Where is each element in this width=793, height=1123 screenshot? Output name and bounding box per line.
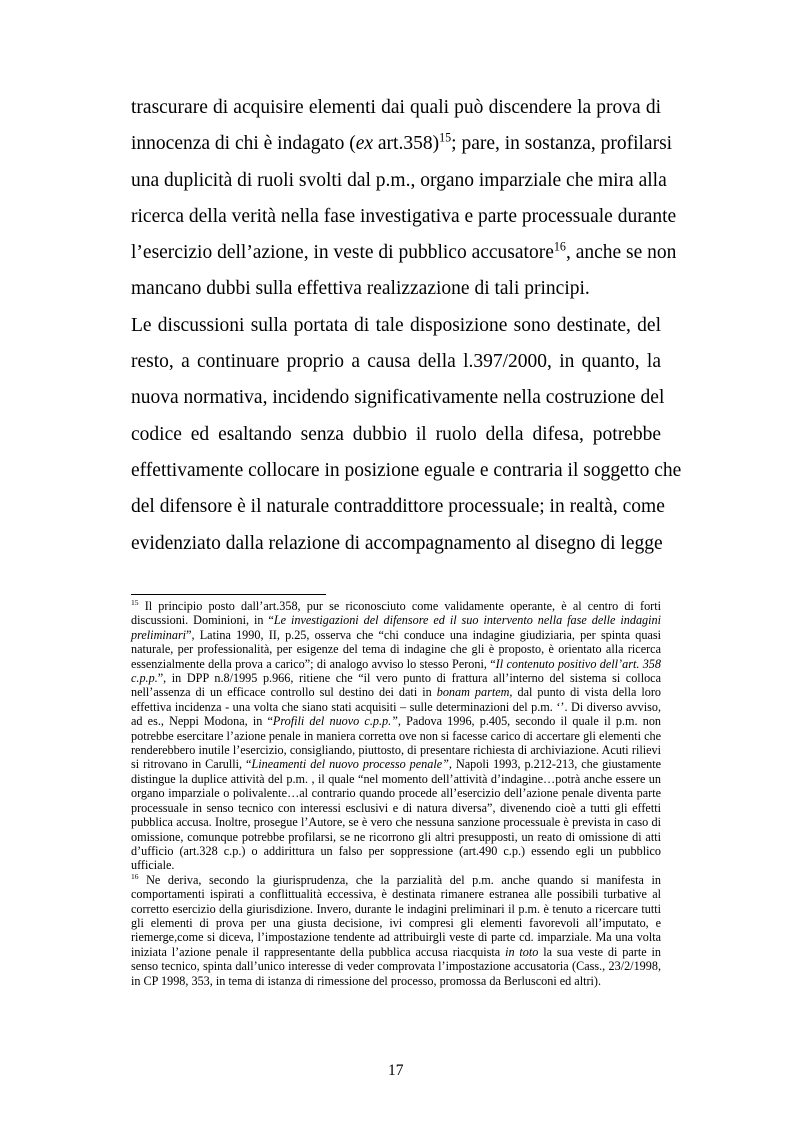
footnote-text: Napoli 1993, p.212-213, che giustamente distingue la duplice attività del p.m. , il quale “nel momento dell’attività d’indagine…potrà anche essere un organo imparziale o polivalente…al contrario quando procede all’esercizio dell’azione penale diventa parte processuale in senso tecnico con interessi esclusivi e di natura diversa”, divenendo cioè a tutti gli effetti pubblica accusa. Inoltre, prosegue l’Autore, se è vero che nessuna sanzione processuale è prevista in caso di omissione, comunque potrebbe profilarsi, se ne ricorrono gli altri presupposti, un reato di omissione di atti d’ufficio (art.328 c.p.) o addirittura un falso per soppressione (art.490 c.p.) essendo egli un pubblico ufficiale. [131, 757, 661, 873]
body-line: codice ed esaltando senza dubbio il ruolo della difesa, potrebbe [131, 424, 661, 445]
citation-title: Le investigazioni del difensore ed il suo intervento nella fase delle indagini preliminari [131, 613, 661, 642]
text-run: , anche se non [565, 242, 677, 263]
footnote-text: Il principio posto dall’art.358, pur se riconosciuto come validamente operante, è al centro di forti discussioni. Dominioni, in “ [131, 599, 661, 628]
body-line: resto, a continuare proprio a causa della l.397/2000, in quanto, la [131, 351, 661, 372]
footnote-text: dal punto di vista della loro effettiva incidenza - una volta che siano stati acquisiti – sulle determinazioni del p.m. ‘’. Di diverso avviso, ad es., Neppi Modona, in “ [131, 685, 661, 729]
footnote-text: ”, in DPP n.8/1995 p.966, ritiene che “il vero punto di frattura all’interno del sistema si colloca nell’assenza di un efficace controllo sul destino dei dati in [131, 671, 661, 700]
footnote-ref-15[interactable]: 15 [439, 130, 452, 145]
footnote-ref-16[interactable]: 16 [553, 239, 566, 254]
body-line: effettivamente collocare in posizione eguale e contraria il soggetto che [131, 460, 682, 481]
text-run: art.358) [373, 133, 440, 154]
body-line: ricerca della verità nella fase investigativa e parte processuale durante [131, 206, 677, 227]
footnote-text: Ne deriva, secondo la giurisprudenza, che la parzialità del p.m. anche quando si manifesta in comportamenti ispirati a conflittualità eccessiva, è destinata rimanere estranea alle possibili turbative al corretto esercizio della giurisdizione. Invero, durante le indagini preliminari il p.m. è tenuto a ricercare tutti gli elementi di prova per una giusta decisione, ivi compresi gli elementi favorevoli all’imputato, e riemerge,come si diceva, l’impostazione tendente ad attribuirgli veste di parte cd. imparziale. Ma una volta iniziata l’azione penale il rappresentante della pubblica accusa riacquista [131, 872, 661, 959]
footnote-number: 15 [131, 597, 139, 607]
text-run-italic: ex [355, 133, 374, 154]
body-line: trascurare di acquisire elementi dai quali può discendere la prova di [131, 97, 661, 118]
footnote-15 [131, 599, 661, 873]
body-line: nuova normativa, incidendo significativamente nella costruzione del [131, 387, 665, 408]
citation-title: Il contenuto positivo dell’art. 358 c.p.p. [131, 656, 661, 686]
body-line: evidenziato dalla relazione di accompagnamento al disegno di legge [131, 533, 663, 554]
footnote-text: Padova 1996, p.405, secondo il quale il p.m. non potrebbe esercitare l’azione penale in maniera corretta ove non si facesse carico di accertare gli elementi che renderebbero inutile l’esercizio, consigliando, piuttosto, di presentare richiesta di archiviazione. Acuti rilievi si ritrovano in Carulli, “ [131, 714, 662, 772]
body-line: una duplicità di ruoli svolti dal p.m., organo imparziale che mira alla [131, 170, 667, 191]
italic-term: in toto [505, 944, 539, 959]
footnote-number: 16 [131, 871, 139, 881]
citation-title: Lineamenti del nuovo processo penale”, [251, 757, 452, 772]
body-line [131, 130, 673, 156]
body-line [131, 239, 677, 265]
text-run: innocenza di chi è indagato ( [131, 133, 356, 154]
text-run: l’esercizio dell’azione, in veste di pubblico accusatore [131, 242, 554, 263]
footnote-text: ”, Latina 1990, II, p.25, osserva che “chi conduce una indagine giudiziaria, per spinta quasi naturale, per professionalità, per esigenze del tema di indagine che gli è proposto, è orientato alla ricerca essenzialmente della prova a carico”; di analogo avviso lo stesso Peroni, “ [131, 627, 661, 671]
body-line: mancano dubbi sulla effettiva realizzazione di tali principi. [131, 278, 590, 299]
footnote-separator [131, 594, 326, 595]
footnote-16 [131, 873, 661, 988]
body-line: del difensore è il naturale contraddittore processuale; in realtà, come [131, 496, 665, 517]
page-number: 17 [388, 1062, 404, 1079]
text-run: ; pare, in sostanza, profilarsi [451, 133, 673, 154]
italic-term: bonam partem, [436, 685, 513, 700]
citation-title: Profili del nuovo c.p.p.”, [272, 714, 401, 729]
footnote-text: la sua veste di parte in senso tecnico, spinta dall’unico interesse di veder comprovata l’impostazione accusatoria (Cass., 23/2/1998, in CP 1998, 353, in tema di istanza di rimessione del processo, promossa da Berlusconi ed altri). [131, 944, 661, 988]
footnotes [131, 599, 661, 988]
body-line: Le discussioni sulla portata di tale disposizione sono destinate, del [131, 315, 661, 336]
